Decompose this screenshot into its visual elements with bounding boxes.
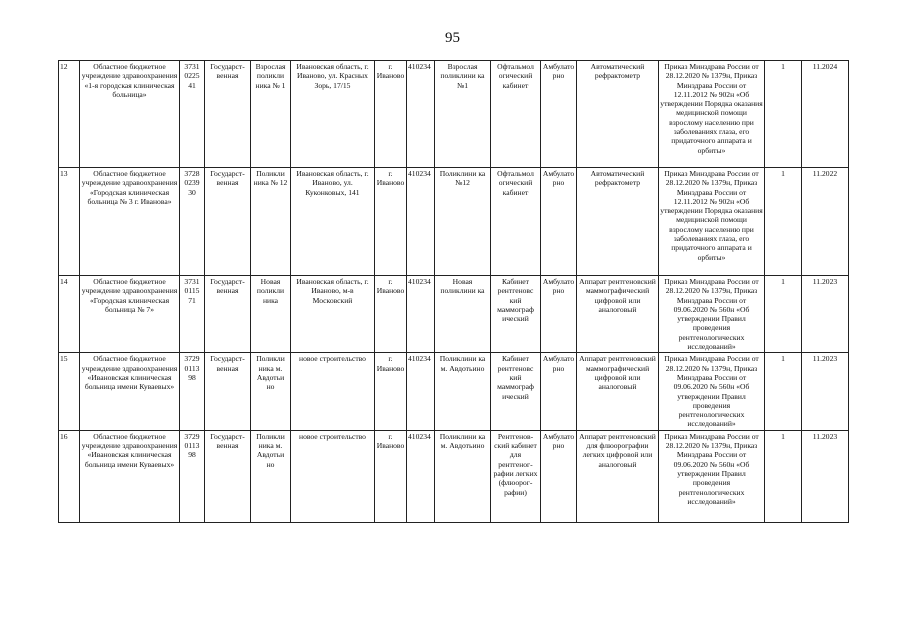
department-cell: Поликлини ка №12 <box>435 168 491 276</box>
table-row <box>59 430 849 522</box>
postal-code-cell: 410234 <box>407 61 435 168</box>
delivery-date-cell: 11.2023 <box>802 276 849 353</box>
regulatory-order-cell: Приказ Минздрава России от 28.12.2020 № 1379н, Приказ Минздрава России от 09.06.2020 № 560н «Об утверждении Правил проведения рентгенологических исследований» <box>659 353 765 430</box>
quantity-cell: 1 <box>765 61 802 168</box>
ownership-form-cell: Государст- венная <box>205 276 251 353</box>
address-cell: новое строительство <box>291 353 375 430</box>
organization-name-cell: Областное бюджетное учреждение здравоохранения «Ивановская клиническая больница имени Куваевых» <box>80 430 180 522</box>
organization-code-cell: 3729 0113 98 <box>180 430 205 522</box>
row-number-cell: 16 <box>59 430 80 522</box>
structural-unit-cell: Поликли ника м. Авдотьи но <box>251 430 291 522</box>
organization-name-cell: Областное бюджетное учреждение здравоохранения «Городская клиническая больница № 3 г. Иванова» <box>80 168 180 276</box>
department-cell: Поликлини ка м. Авдотьино <box>435 353 491 430</box>
equipment-table <box>58 60 849 523</box>
quantity-cell: 1 <box>765 430 802 522</box>
postal-code-cell: 410234 <box>407 353 435 430</box>
room-type-cell: Рентгенов-ский кабинет для рентгеног-рафии легких (флюорог-рафии) <box>491 430 541 522</box>
care-type-cell: Амбулато рно <box>541 61 577 168</box>
care-type-cell: Амбулато рно <box>541 276 577 353</box>
equipment-name-cell: Аппарат рентгеновский для флюорографии легких цифровой или аналоговый <box>577 430 659 522</box>
room-type-cell: Офтальмол огический кабинет <box>491 61 541 168</box>
table-row <box>59 61 849 168</box>
address-cell: новое строительство <box>291 430 375 522</box>
ownership-form-cell: Государст- венная <box>205 168 251 276</box>
city-cell: г. Иваново <box>375 276 407 353</box>
address-cell: Ивановская область, г. Иваново, ул. Куконковых, 141 <box>291 168 375 276</box>
organization-name-cell: Областное бюджетное учреждение здравоохранения «1-я городская клиническая больница» <box>80 61 180 168</box>
quantity-cell: 1 <box>765 168 802 276</box>
organization-name-cell: Областное бюджетное учреждение здравоохранения «Городская клиническая больница № 7» <box>80 276 180 353</box>
regulatory-order-cell: Приказ Минздрава России от 28.12.2020 № 1379н, Приказ Минздрава России от 12.11.2012 № 902н «Об утверждении Порядка оказания медицинской помощи взрослому населению при заболеваниях глаза, его придаточного аппарата и орбиты» <box>659 168 765 276</box>
care-type-cell: Амбулато рно <box>541 168 577 276</box>
room-type-cell: Кабинет рентгеновс кий маммограф ический <box>491 353 541 430</box>
structural-unit-cell: Взрослая поликли ника № 1 <box>251 61 291 168</box>
delivery-date-cell: 11.2023 <box>802 430 849 522</box>
postal-code-cell: 410234 <box>407 276 435 353</box>
equipment-name-cell: Аппарат рентгеновский маммографический цифровой или аналоговый <box>577 276 659 353</box>
table-row <box>59 168 849 276</box>
city-cell: г. Иваново <box>375 430 407 522</box>
room-type-cell: Офтальмол огический кабинет <box>491 168 541 276</box>
organization-name-cell: Областное бюджетное учреждение здравоохранения «Ивановская клиническая больница имени Куваевых» <box>80 353 180 430</box>
department-cell: Взрослая поликлини ка №1 <box>435 61 491 168</box>
department-cell: Поликлини ка м. Авдотьино <box>435 430 491 522</box>
ownership-form-cell: Государст- венная <box>205 430 251 522</box>
regulatory-order-cell: Приказ Минздрава России от 28.12.2020 № 1379н, Приказ Минздрава России от 09.06.2020 № 560н «Об утверждении Правил проведения рентгенологических исследований» <box>659 276 765 353</box>
care-type-cell: Амбулато рно <box>541 430 577 522</box>
room-type-cell: Кабинет рентгеновс кий маммограф ический <box>491 276 541 353</box>
row-number-cell: 12 <box>59 61 80 168</box>
row-number-cell: 14 <box>59 276 80 353</box>
page-number: 95 <box>445 30 460 46</box>
organization-code-cell: 3731 0115 71 <box>180 276 205 353</box>
address-cell: Ивановская область, г. Иваново, ул. Красных Зорь, 17/15 <box>291 61 375 168</box>
postal-code-cell: 410234 <box>407 168 435 276</box>
structural-unit-cell: Новая поликли ника <box>251 276 291 353</box>
quantity-cell: 1 <box>765 353 802 430</box>
delivery-date-cell: 11.2022 <box>802 168 849 276</box>
ownership-form-cell: Государст- венная <box>205 61 251 168</box>
structural-unit-cell: Поликли ника м. Авдотьи но <box>251 353 291 430</box>
delivery-date-cell: 11.2023 <box>802 353 849 430</box>
address-cell: Ивановская область, г. Иваново, м-в Московский <box>291 276 375 353</box>
regulatory-order-cell: Приказ Минздрава России от 28.12.2020 № 1379н, Приказ Минздрава России от 09.06.2020 № 560н «Об утверждении Правил проведения рентгенологических исследований» <box>659 430 765 522</box>
ownership-form-cell: Государст- венная <box>205 353 251 430</box>
quantity-cell: 1 <box>765 276 802 353</box>
equipment-name-cell: Аппарат рентгеновский маммографический цифровой или аналоговый <box>577 353 659 430</box>
row-number-cell: 13 <box>59 168 80 276</box>
care-type-cell: Амбулато рно <box>541 353 577 430</box>
delivery-date-cell: 11.2024 <box>802 61 849 168</box>
regulatory-order-cell: Приказ Минздрава России от 28.12.2020 № 1379н, Приказ Минздрава России от 12.11.2012 № 902н «Об утверждении Порядка оказания медицинской помощи взрослому населению при заболеваниях глаза, его придаточного аппарата и орбиты» <box>659 61 765 168</box>
structural-unit-cell: Поликли ника № 12 <box>251 168 291 276</box>
city-cell: г. Иваново <box>375 61 407 168</box>
organization-code-cell: 3729 0113 98 <box>180 353 205 430</box>
city-cell: г. Иваново <box>375 353 407 430</box>
postal-code-cell: 410234 <box>407 430 435 522</box>
table-row <box>59 276 849 353</box>
organization-code-cell: 3731 0225 41 <box>180 61 205 168</box>
table-row <box>59 353 849 430</box>
city-cell: г. Иваново <box>375 168 407 276</box>
department-cell: Новая поликлини ка <box>435 276 491 353</box>
row-number-cell: 15 <box>59 353 80 430</box>
organization-code-cell: 3728 0239 30 <box>180 168 205 276</box>
equipment-name-cell: Автоматический рефрактометр <box>577 168 659 276</box>
equipment-name-cell: Автоматический рефрактометр <box>577 61 659 168</box>
